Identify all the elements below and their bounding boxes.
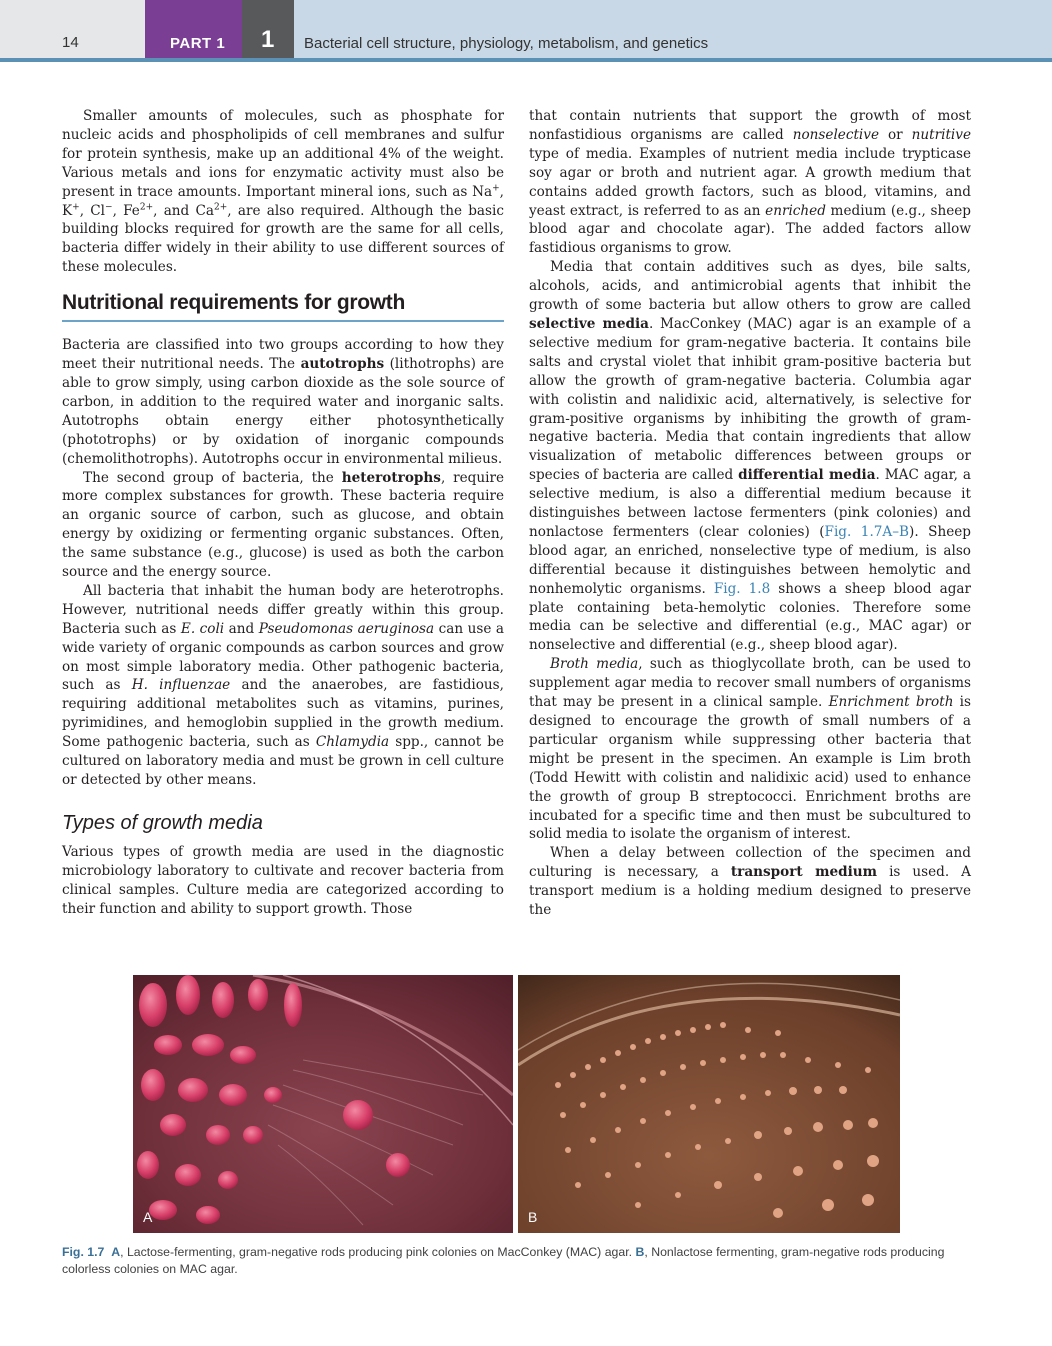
figure-caption: Fig. 1.7 A, Lactose-fermenting, gram-negative rods producing pink colonies on MacConkey (MAC) agar. B, Nonlactose fermenting, gram-negative rods producing colorless colonies on MAC agar. <box>62 1245 945 1276</box>
header-title-block <box>294 0 1052 58</box>
term-heterotrophs: heterotrophs <box>341 469 441 486</box>
term-transport-medium: transport medium <box>730 864 878 881</box>
section-heading: Nutritional requirements for growth <box>62 291 504 322</box>
chapter-number: 1 <box>261 26 275 53</box>
paragraph: Various types of growth media are used in the diagnostic microbiology laboratory to cultivate and recover bacteria from clinical samples. Culture media are categorized according to their function and ability to support growth. Those <box>62 843 504 917</box>
header-chapter-block <box>242 0 294 58</box>
mac-agar-colorless-colonies-image <box>518 975 900 1233</box>
subsection-heading: Types of growth media <box>62 811 263 834</box>
chapter-title: Bacterial cell structure, physiology, metabolism, and genetics <box>304 35 709 52</box>
paragraph: All bacteria that inhabit the human body are heterotrophs. However, nutritional needs differ greatly within this group. Bacteria such as E. coli and Pseudomonas aeruginosa can use a wide variety of organic compounds as carbon sources and grow on most simple laboratory media. Other pathogenic bacteria, such as H. influenzae and the anaerobes, are fastidious, requiring additional metabolites such as vitamins, purines, pyrimidines, and hemoglobin supplied in the growth medium. Some pathogenic bacteria, such as Chlamydia spp., cannot be cultured on laboratory media and must be grown in cell culture or detected by other means. <box>62 582 504 788</box>
mac-agar-pink-colonies-image <box>133 975 513 1233</box>
term-autotrophs: autotrophs <box>300 356 385 373</box>
figure-panel-a <box>133 975 513 1233</box>
part-label: PART 1 <box>170 35 226 52</box>
header-rule <box>0 58 1052 62</box>
figure-link-1-7[interactable]: Fig. 1.7A–B <box>824 523 910 540</box>
right-column <box>529 107 971 920</box>
paragraph: that contain nutrients that support the growth of most nonfastidious organisms are called nonselective or nutritive type of media. Examples of nutrient media include trypticase soy agar or broth and nutrient agar. A growth medium that contains added growth factors, such as blood, vitamins, and yeast extract, is referred to as an enriched medium (e.g., sheep blood agar and chocolate agar). The added factors allow fastidious organisms to grow. <box>529 108 971 257</box>
paragraph: Media that contain additives such as dyes, bile salts, alcohols, acids, and antimicrobial agents that inhibit the growth of some bacteria but allow others to grow are called selective media. MacConkey (MAC) agar is an example of a selective medium for gram-negative bacteria. It contains bile salts and crystal violet that inhibit gram-positive bacteria but allow the growth of gram-negative bacteria. Columbia agar with colistin and nalidixic acid, alternatively, is selective for gram-positive organisms by inhibiting the growth of gram-negative bacteria. Media that contain ingredients that allow visualization of metabolic differences between groups or species of bacteria are called differential media. MAC agar, a selective medium, is also a differential medium because it distinguishes between lactose fermenters (pink colonies) and nonlactose fermenters (clear colonies) (Fig. 1.7A–B). Sheep blood agar, an enriched, nonselective type of medium, is also differential because it distinguishes between hemolytic and nonhemolytic organisms. Fig. 1.8 shows a sheep blood agar plate containing beta-hemolytic colonies. Therefore some media can be selective and differential (e.g., MAC agar) or nonselective and differential (e.g., sheep blood agar). <box>529 259 971 654</box>
figure-panel-b <box>518 975 900 1233</box>
paragraph: The second group of bacteria, the heterotrophs, require more complex substances for growth. These bacteria require an organic source of carbon, such as glucose, and obtain energy by oxidizing or fermenting organic substances. Often, the same substance (e.g., glucose) is used as both the carbon source and the energy source. <box>62 469 504 581</box>
figure-link-1-8[interactable]: Fig. 1.8 <box>713 580 771 597</box>
left-column <box>62 107 504 919</box>
paragraph: When a delay between collection of the specimen and culturing is necessary, a transport medium is used. A transport medium is a holding medium designed to preserve the <box>529 845 972 919</box>
header-page-block <box>0 0 145 58</box>
paragraph: Bacteria are classified into two groups according to how they meet their nutritional needs. The autotrophs (lithotrophs) are able to grow simply, using carbon dioxide as the sole source of carbon, in addition to the required water and inorganic salts. Autotrophs obtain energy either photosynthetically (phototrophs) or by oxidation of inorganic compounds (chemolithotrophs). Autotrophs occur in environmental milieus. <box>62 337 504 467</box>
paragraph: Broth media, such as thioglycollate broth, can be used to supplement agar media to recover small numbers of organisms that may be present in a clinical sample. Enrichment broth is designed to encourage the growth of small numbers of a particular organism while suppressing other bacteria that might be present in the specimen. An example is Lim broth (Todd Hewitt with colistin and nalidixic acid) used to enhance the growth of group B streptococci. Enrichment broths are incubated for a specific time and then must be subcultured to solid media to isolate the organism of interest. <box>529 656 972 843</box>
figure-number: Fig. 1.7 <box>62 1245 105 1259</box>
term-differential-media: differential media <box>738 467 876 484</box>
panel-label-a: A <box>143 1209 153 1225</box>
panel-label-b: B <box>528 1209 538 1225</box>
paragraph: Smaller amounts of molecules, such as phosphate for nucleic acids and phospholipids of cell membranes and sulfur for protein synthesis, make up an additional 4% of the weight. Various metals and ions for enzymatic activity must also be present in trace amounts. Important mineral ions, such as Na+, K+, Cl−, $Fe^{2+}$, and $Ca^{2+}$, are also required. Although the basic building blocks required for growth are the same for all cells, bacteria differ widely in their ability to use different sources of these molecules. <box>62 108 504 276</box>
term-selective-media: selective media <box>529 315 649 332</box>
page-number: 14 <box>62 34 79 51</box>
header-part-block <box>145 0 242 58</box>
running-header <box>0 0 1052 62</box>
